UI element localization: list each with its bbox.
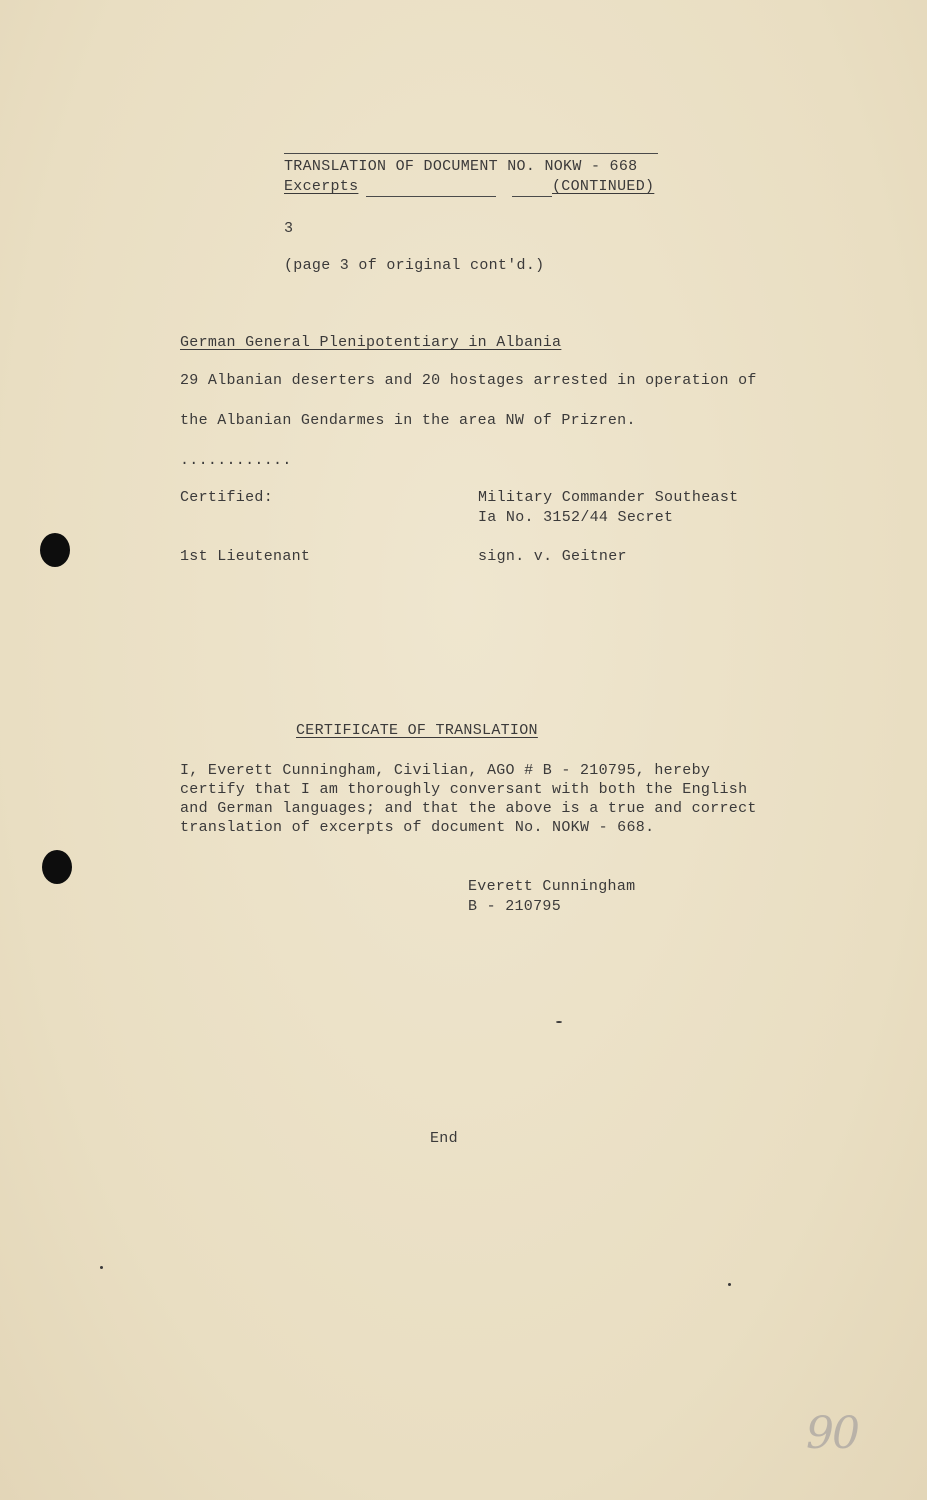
certificate-line-3: and German languages; and that the above is a true and correct [180, 800, 757, 817]
page-number: 3 [284, 220, 294, 237]
translator-name: Everett Cunningham [468, 878, 636, 895]
signed-label: sign. v. Geitner [478, 548, 627, 565]
continued-label: (CONTINUED) [552, 178, 655, 195]
punch-hole-top [40, 533, 70, 567]
header-rule [284, 153, 658, 154]
certificate-line-4: translation of excerpts of document No. NOKW - 668. [180, 819, 655, 836]
speck [100, 1266, 103, 1269]
certificate-line-1: I, Everett Cunningham, Civilian, AGO # B - 210795, hereby [180, 762, 711, 779]
rank-label: 1st Lieutenant [180, 548, 311, 565]
section-heading: German General Plenipotentiary in Albania [180, 334, 562, 351]
document-title: TRANSLATION OF DOCUMENT NO. NOKW - 668 [284, 158, 638, 175]
continued-rule [512, 196, 552, 197]
commander-line-1: Military Commander Southeast [478, 489, 739, 506]
speck [556, 1021, 562, 1023]
body-line-2: the Albanian Gendarmes in the area NW of Prizren. [180, 412, 636, 429]
excerpts-rule [366, 196, 496, 197]
ellipsis: ............ [180, 452, 292, 469]
end-label: End [430, 1130, 458, 1147]
commander-line-2: Ia No. 3152/44 Secret [478, 509, 674, 526]
certificate-heading: CERTIFICATE OF TRANSLATION [296, 722, 538, 739]
page-note: (page 3 of original cont'd.) [284, 257, 545, 274]
body-line-1: 29 Albanian deserters and 20 hostages arrested in operation of [180, 372, 757, 389]
speck [728, 1283, 731, 1286]
handwritten-page-number: 90 [806, 1408, 858, 1459]
certificate-line-2: certify that I am thoroughly conversant with both the English [180, 781, 748, 798]
excerpts-label: Excerpts [284, 178, 359, 195]
certified-label: Certified: [180, 489, 274, 506]
translator-id: B - 210795 [468, 898, 562, 915]
punch-hole-bottom [42, 850, 72, 884]
